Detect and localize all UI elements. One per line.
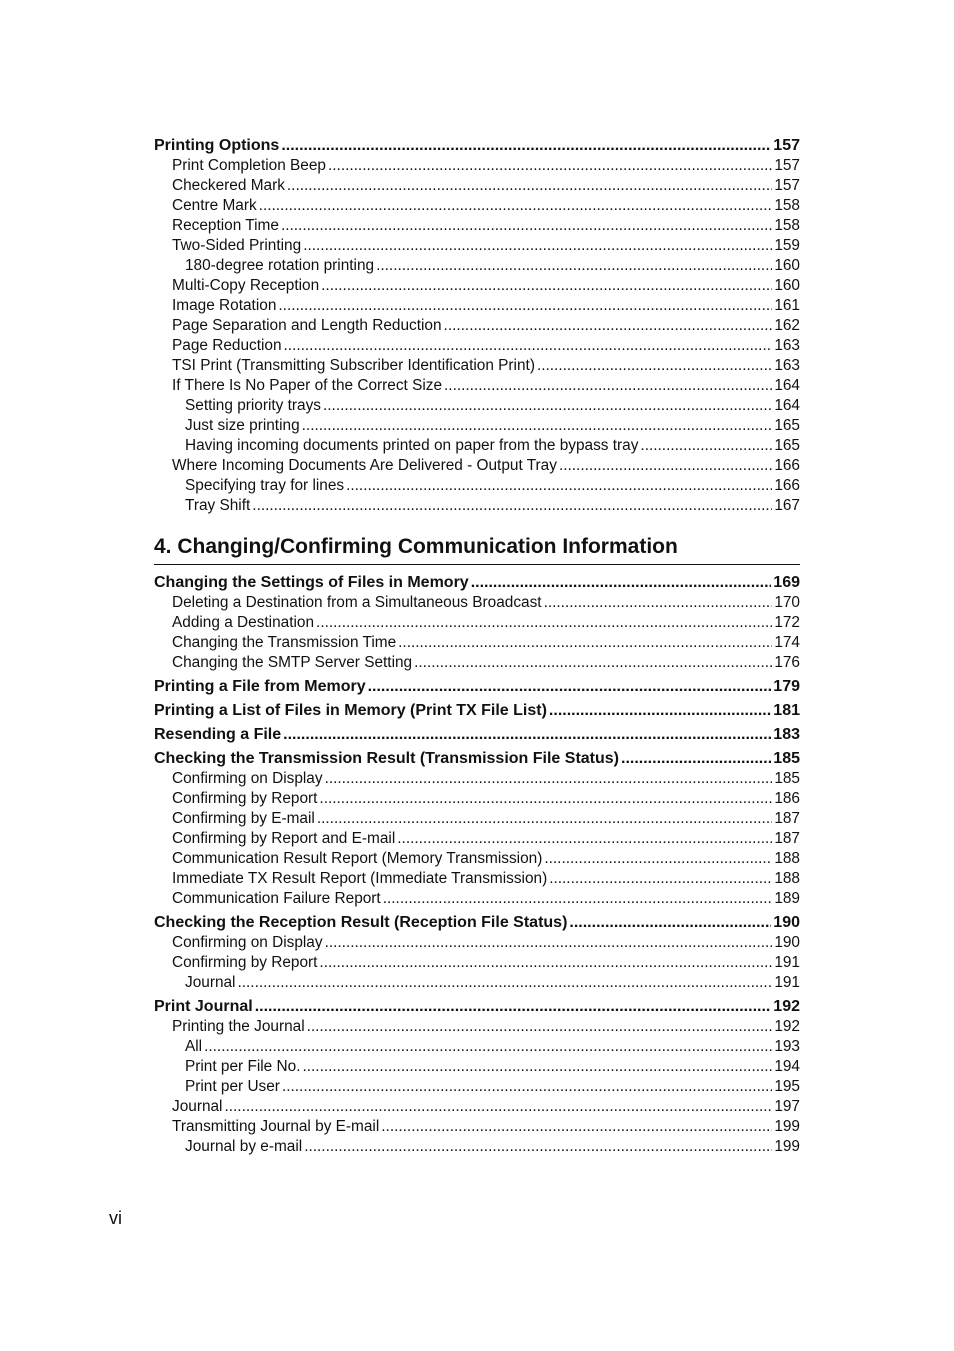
dot-leader	[316, 613, 772, 633]
toc-entry-title: Print Completion Beep	[172, 157, 326, 174]
toc-entry-page: 164	[774, 377, 800, 394]
dot-leader	[283, 725, 771, 745]
toc-entry-title: Two-Sided Printing	[172, 237, 302, 254]
toc-entry-title: Setting priority trays	[185, 397, 321, 414]
toc-entry-title: Changing the Settings of Files in Memory	[154, 574, 469, 591]
toc-entry	[154, 593, 800, 613]
toc-entry	[154, 849, 800, 869]
toc-entry-title: Having incoming documents printed on paper from the bypass tray	[185, 437, 639, 454]
dot-leader	[252, 496, 772, 516]
toc-entry	[154, 869, 800, 889]
toc-entry	[154, 769, 800, 789]
toc-entry-page: 170	[774, 594, 800, 611]
dot-leader	[284, 336, 773, 356]
toc-entry-title: Transmitting Journal by E-mail	[172, 1118, 380, 1135]
toc-entry	[154, 296, 800, 316]
dot-leader	[282, 1077, 772, 1097]
toc-entry-page: 166	[774, 477, 800, 494]
toc-entry-title: Confirming by Report	[172, 954, 318, 971]
toc-entry-title: Communication Result Report (Memory Transmission)	[172, 850, 543, 867]
toc-entry-title: Communication Failure Report	[172, 890, 381, 907]
dot-leader	[549, 701, 771, 721]
toc-entry	[154, 789, 800, 809]
toc-entry	[154, 316, 800, 336]
dot-leader	[569, 913, 771, 933]
toc-entry	[154, 436, 800, 456]
toc-entry-page: 160	[774, 277, 800, 294]
toc-entry-title: Just size printing	[185, 417, 300, 434]
toc-entry-title: Centre Mark	[172, 197, 257, 214]
toc-entry-page: 199	[774, 1118, 800, 1135]
toc-entry-page: 161	[774, 297, 800, 314]
dot-leader	[204, 1037, 772, 1057]
toc-entry-page: 172	[774, 614, 800, 631]
toc-entry-page: 185	[774, 770, 800, 787]
toc-entry	[154, 176, 800, 196]
toc-entry-title: Journal	[185, 974, 236, 991]
toc-entry-title: Confirming by Report	[172, 790, 318, 807]
toc-entry	[154, 216, 800, 236]
toc-entry-page: 157	[774, 177, 800, 194]
dot-leader	[281, 216, 772, 236]
toc-entry	[154, 1097, 800, 1117]
dot-leader	[304, 1137, 772, 1157]
toc-entry-page: 174	[774, 634, 800, 651]
toc-entry	[154, 1077, 800, 1097]
toc-entry-title: Checking the Transmission Result (Transmission File Status)	[154, 750, 619, 767]
dot-leader	[544, 593, 773, 613]
dot-leader	[255, 997, 772, 1017]
toc-entry-page: 195	[774, 1078, 800, 1095]
dot-leader	[317, 809, 772, 829]
dot-leader	[328, 156, 772, 176]
toc-entry-page: 186	[774, 790, 800, 807]
toc-entry-page: 163	[774, 337, 800, 354]
toc-entry-title: Changing the SMTP Server Setting	[172, 654, 413, 671]
toc-entry	[154, 156, 800, 176]
page-folio: vi	[109, 1208, 122, 1228]
toc-entry-title: Checking the Reception Result (Reception File Status)	[154, 914, 568, 931]
dot-leader	[278, 296, 772, 316]
toc-entry-title: Confirming by E-mail	[172, 810, 315, 827]
toc-entry-page: 179	[773, 678, 800, 695]
toc-entry-page: 197	[774, 1098, 800, 1115]
toc-entry	[154, 997, 800, 1017]
toc-entry-page: 187	[774, 810, 800, 827]
dot-leader	[302, 416, 773, 436]
toc-entry-page: 157	[774, 157, 800, 174]
dot-leader	[237, 973, 772, 993]
dot-leader	[346, 476, 772, 496]
toc-entry-page: 158	[774, 197, 800, 214]
dot-leader	[368, 677, 772, 697]
toc-entry	[154, 633, 800, 653]
toc-entry	[154, 653, 800, 673]
toc-entry-title: Journal	[172, 1098, 223, 1115]
toc-entry-page: 159	[774, 237, 800, 254]
dot-leader	[398, 633, 772, 653]
toc-entry	[154, 829, 800, 849]
dot-leader	[302, 1057, 772, 1077]
toc-entry-page: 158	[774, 217, 800, 234]
toc-entry	[154, 677, 800, 697]
dot-leader	[640, 436, 772, 456]
toc-entry-page: 185	[773, 750, 800, 767]
toc-entry-title: Print per User	[185, 1078, 280, 1095]
toc-entry-title: Printing Options	[154, 137, 280, 154]
toc-entry-title: Changing the Transmission Time	[172, 634, 397, 651]
toc-entry	[154, 196, 800, 216]
dot-leader	[471, 573, 772, 593]
toc-entry-page: 183	[773, 726, 800, 743]
toc-entry-page: 162	[774, 317, 800, 334]
toc-entry-page: 160	[774, 257, 800, 274]
toc-entry-title: Printing a List of Files in Memory (Print TX File List)	[154, 702, 547, 719]
dot-leader	[444, 316, 773, 336]
toc-entry	[154, 256, 800, 276]
toc-entry-page: 190	[773, 914, 800, 931]
toc-entry-title: Image Rotation	[172, 297, 277, 314]
toc-entry	[154, 396, 800, 416]
toc-entry-page: 163	[774, 357, 800, 374]
toc-entry	[154, 496, 800, 516]
toc-entry	[154, 1037, 800, 1057]
toc-entry-title: Confirming on Display	[172, 934, 323, 951]
dot-leader	[319, 789, 772, 809]
toc-entry	[154, 809, 800, 829]
toc-entry-page: 192	[773, 998, 800, 1015]
toc-entry-page: 188	[774, 850, 800, 867]
toc-entry-page: 164	[774, 397, 800, 414]
dot-leader	[383, 889, 773, 909]
dot-leader	[323, 396, 772, 416]
toc-entry-title: Page Separation and Length Reduction	[172, 317, 442, 334]
dot-leader	[321, 276, 772, 296]
toc-entry-title: Printing the Journal	[172, 1018, 305, 1035]
toc-entry-page: 193	[774, 1038, 800, 1055]
toc-entry-page: 187	[774, 830, 800, 847]
toc-entry-title: TSI Print (Transmitting Subscriber Identification Print)	[172, 357, 535, 374]
toc-entry	[154, 701, 800, 721]
dot-leader	[559, 456, 772, 476]
toc-entry	[154, 476, 800, 496]
toc-entry	[154, 889, 800, 909]
toc-entry	[154, 276, 800, 296]
dot-leader	[287, 176, 772, 196]
toc-entry-title: Reception Time	[172, 217, 279, 234]
toc-entry-title: Page Reduction	[172, 337, 282, 354]
toc-entry-title: If There Is No Paper of the Correct Size	[172, 377, 443, 394]
toc-entry-page: 191	[774, 974, 800, 991]
toc-entry	[154, 749, 800, 769]
dot-leader	[544, 849, 772, 869]
toc-entry-title: 180-degree rotation printing	[185, 257, 375, 274]
toc-entry-title: Print per File No.	[185, 1058, 301, 1075]
dot-leader	[303, 236, 772, 256]
toc-entry-title: All	[185, 1038, 203, 1055]
toc-entry	[154, 336, 800, 356]
toc-entry	[154, 933, 800, 953]
toc-entry-title: Print Journal	[154, 998, 253, 1015]
dot-leader	[549, 869, 772, 889]
toc-entry-title: Resending a File	[154, 726, 282, 743]
toc-entry-page: 157	[773, 137, 800, 154]
toc-entry-title: Checkered Mark	[172, 177, 285, 194]
dot-leader	[444, 376, 772, 396]
toc-entry	[154, 973, 800, 993]
toc-entry	[154, 1057, 800, 1077]
chapter-heading: 4. Changing/Confirming Communication Information	[154, 534, 800, 565]
toc-entry	[154, 416, 800, 436]
toc-entry-title: Confirming on Display	[172, 770, 323, 787]
toc-entry-title: Adding a Destination	[172, 614, 315, 631]
toc-entry-page: 169	[773, 574, 800, 591]
toc-entry-page: 191	[774, 954, 800, 971]
dot-leader	[414, 653, 772, 673]
toc-entry-title: Printing a File from Memory	[154, 678, 366, 695]
toc-entry-title: Specifying tray for lines	[185, 477, 345, 494]
toc-entry	[154, 1017, 800, 1037]
toc-entry	[154, 456, 800, 476]
toc-entry-title: Immediate TX Result Report (Immediate Transmission)	[172, 870, 548, 887]
dot-leader	[319, 953, 772, 973]
toc-entry	[154, 136, 800, 156]
toc-entry	[154, 356, 800, 376]
dot-leader	[621, 749, 771, 769]
toc-entry-page: 199	[774, 1138, 800, 1155]
dot-leader	[325, 933, 773, 953]
toc-entry	[154, 236, 800, 256]
toc-entry-page: 188	[774, 870, 800, 887]
toc-entry-title: Tray Shift	[185, 497, 251, 514]
dot-leader	[281, 136, 771, 156]
dot-leader	[537, 356, 772, 376]
dot-leader	[259, 196, 773, 216]
toc-entry-page: 166	[774, 457, 800, 474]
dot-leader	[325, 769, 773, 789]
dot-leader	[397, 829, 772, 849]
toc-entry-title: Deleting a Destination from a Simultaneous Broadcast	[172, 594, 542, 611]
toc-entry-title: Multi-Copy Reception	[172, 277, 320, 294]
toc-entry	[154, 913, 800, 933]
toc-entry-page: 165	[774, 417, 800, 434]
dot-leader	[376, 256, 772, 276]
toc-entry-page: 194	[774, 1058, 800, 1075]
toc-entry	[154, 573, 800, 593]
dot-leader	[381, 1117, 772, 1137]
toc-entry	[154, 1117, 800, 1137]
toc-entry-page: 192	[774, 1018, 800, 1035]
toc-entry	[154, 725, 800, 745]
toc-entry-page: 176	[774, 654, 800, 671]
toc-entry-title: Journal by e-mail	[185, 1138, 303, 1155]
toc-entry	[154, 613, 800, 633]
toc-entry-page: 165	[774, 437, 800, 454]
dot-leader	[307, 1017, 773, 1037]
dot-leader	[224, 1097, 772, 1117]
toc-entry-title: Where Incoming Documents Are Delivered - Output Tray	[172, 457, 557, 474]
toc-entry-page: 167	[774, 497, 800, 514]
toc-entry	[154, 1137, 800, 1157]
toc-entry	[154, 376, 800, 396]
toc-entry-page: 181	[773, 702, 800, 719]
toc-entry	[154, 953, 800, 973]
toc-entry-title: Confirming by Report and E-mail	[172, 830, 396, 847]
toc-entry-page: 190	[774, 934, 800, 951]
toc-entry-page: 189	[774, 890, 800, 907]
